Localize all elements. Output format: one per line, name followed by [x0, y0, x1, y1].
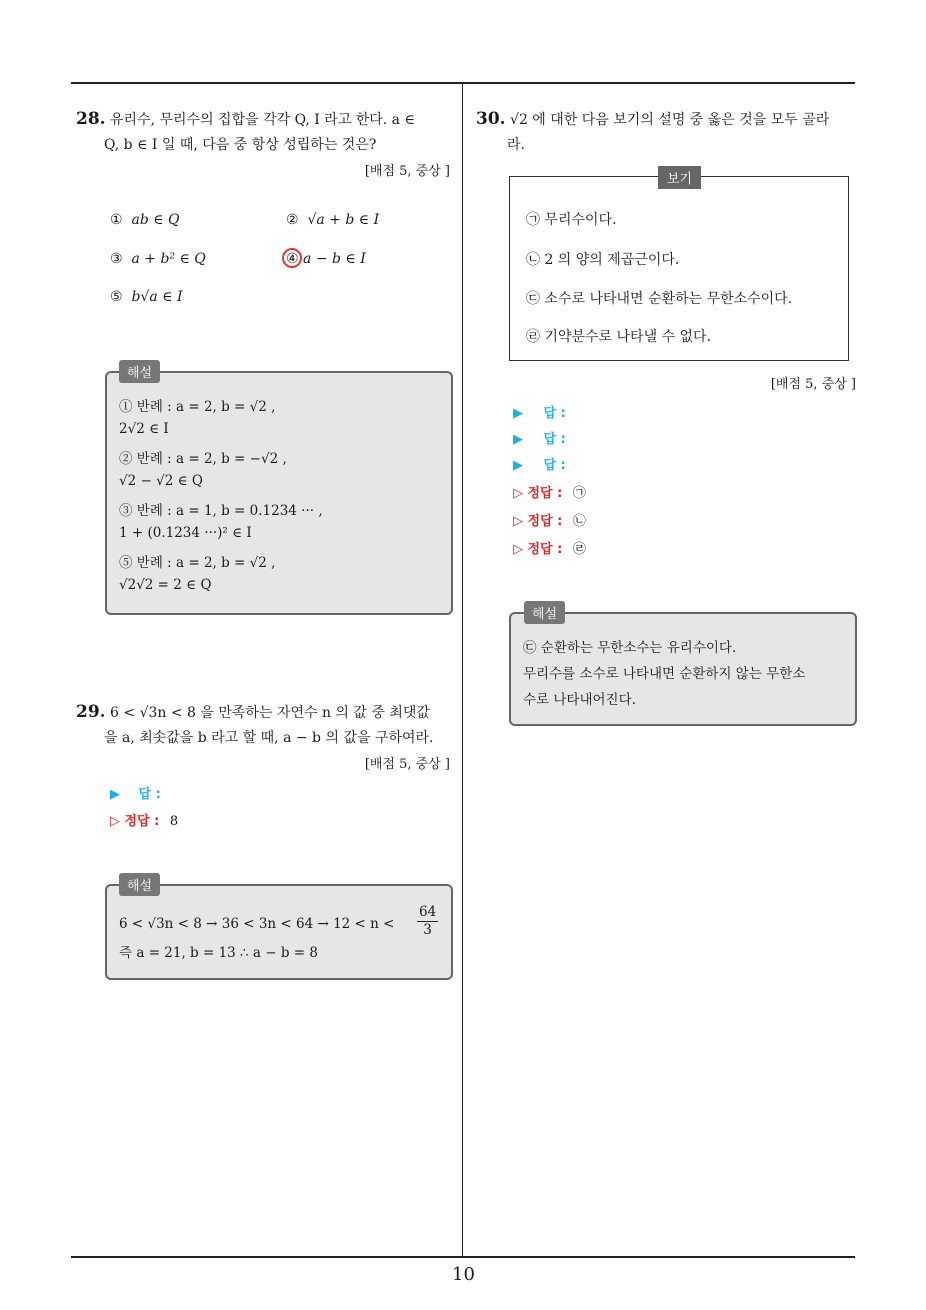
explanation-line: 수로 나타내어진다.: [523, 692, 636, 708]
play-arrow-icon: ▶: [110, 787, 120, 802]
fraction: 64 3: [419, 904, 437, 938]
answer-label: 답 :: [138, 787, 161, 802]
correct-label: 정답 :: [527, 514, 563, 529]
answer-input-row[interactable]: [513, 428, 566, 447]
question-28-line1: 28. 유리수, 무리수의 집합을 각각 Q, I 라고 한다. a ∈: [76, 109, 415, 129]
explanation-line: ② 반례 : a = 2, b = −√2 ,: [119, 451, 287, 467]
question-28-line2: Q, b ∈ I 일 때, 다음 중 항상 성립하는 것은?: [104, 137, 377, 153]
page-number: 10: [452, 1264, 475, 1285]
correct-answer-row: [110, 810, 178, 829]
explanation-box: [105, 371, 453, 615]
question-30-line1: 30. √2 에 대한 다음 보기의 설명 중 옳은 것을 모두 골라: [476, 109, 830, 129]
score-label: [배점 5, 중상 ]: [364, 757, 450, 772]
correct-label: 정답 :: [527, 486, 563, 501]
question-number: 28.: [76, 109, 106, 129]
bogi-item: ㉢ 소수로 나타내면 순환하는 무한소수이다.: [526, 291, 793, 307]
score-label: [배점 5, 중상 ]: [770, 377, 856, 392]
bottom-rule: [71, 1256, 855, 1258]
correct-value: ㉡: [572, 514, 586, 529]
correct-answer-row: [513, 538, 586, 557]
explanation-line: √2√2 = 2 ∈ Q: [119, 577, 212, 593]
question-29-line1: 29. 6 < √3n < 8 을 만족하는 자연수 n 의 값 중 최댓값: [76, 702, 430, 722]
choice-5[interactable]: ⑤ b√a ∈ I: [110, 289, 183, 305]
explanation-line: ③ 반례 : a = 1, b = 0.1234 ··· ,: [119, 503, 323, 519]
answer-label: 답 :: [543, 432, 566, 447]
score-label: [배점 5, 중상 ]: [364, 164, 450, 179]
explanation-line: 1 + (0.1234 ···)² ∈ I: [119, 525, 252, 541]
bogi-tag: 보기: [658, 166, 701, 189]
explanation-line: ㉢ 순환하는 무한소수는 유리수이다.: [523, 640, 737, 656]
outline-arrow-icon: ▷: [513, 486, 523, 501]
play-arrow-icon: ▶: [513, 432, 523, 447]
correct-value: 8: [169, 814, 179, 829]
explanation-box: [509, 612, 857, 726]
answer-input-row[interactable]: [513, 402, 566, 421]
answer-label: 답 :: [543, 458, 566, 473]
play-arrow-icon: ▶: [513, 406, 523, 421]
outline-arrow-icon: ▷: [110, 814, 120, 829]
explanation-line: ① 반례 : a = 2, b = √2 ,: [119, 399, 276, 415]
column-divider: [462, 82, 463, 1257]
explanation-line: 2√2 ∈ I: [119, 421, 169, 437]
answer-input-row[interactable]: [110, 783, 161, 802]
choice-1[interactable]: ① ab ∈ Q: [110, 212, 180, 228]
correct-label: 정답 :: [124, 814, 160, 829]
choice-4[interactable]: ④ a − b ∈ I: [286, 251, 366, 267]
choice-2[interactable]: ② √a + b ∈ I: [286, 212, 380, 228]
outline-arrow-icon: ▷: [513, 514, 523, 529]
explanation-tag: 해설: [119, 873, 160, 896]
question-number: 29.: [76, 702, 106, 722]
explanation-tag: 해설: [119, 360, 160, 383]
question-30-line2: 라.: [507, 137, 525, 153]
bogi-item: ㉡ 2 의 양의 제곱근이다.: [526, 252, 680, 268]
correct-value: ㉠: [572, 486, 586, 501]
explanation-box: [105, 884, 453, 980]
answer-label: 답 :: [543, 406, 566, 421]
question-number: 30.: [476, 109, 506, 129]
explanation-line: 6 < √3n < 8 → 36 < 3n < 64 → 12 < n <: [119, 916, 395, 932]
bogi-item: ㉣ 기약분수로 나타낼 수 없다.: [526, 329, 712, 345]
outline-arrow-icon: ▷: [513, 542, 523, 557]
explanation-line: 즉 a = 21, b = 13 ∴ a − b = 8: [119, 945, 318, 961]
explanation-tag: 해설: [524, 601, 565, 624]
correct-answer-row: [513, 482, 586, 501]
explanation-line: 무리수를 소수로 나타내면 순환하지 않는 무한소: [523, 666, 806, 682]
bogi-box: [509, 176, 849, 361]
correct-value: ㉣: [572, 542, 586, 557]
correct-label: 정답 :: [527, 542, 563, 557]
correct-answer-row: [513, 510, 586, 529]
explanation-line: ⑤ 반례 : a = 2, b = √2 ,: [119, 555, 276, 571]
bogi-item: ㉠ 무리수이다.: [526, 212, 617, 228]
answer-input-row[interactable]: [513, 454, 566, 473]
choice-3[interactable]: ③ a + b² ∈ Q: [110, 251, 206, 267]
explanation-line: √2 − √2 ∈ Q: [119, 473, 203, 489]
play-arrow-icon: ▶: [513, 458, 523, 473]
question-29-line2: 을 a, 최솟값을 b 라고 할 때, a − b 의 값을 구하여라.: [104, 730, 434, 746]
